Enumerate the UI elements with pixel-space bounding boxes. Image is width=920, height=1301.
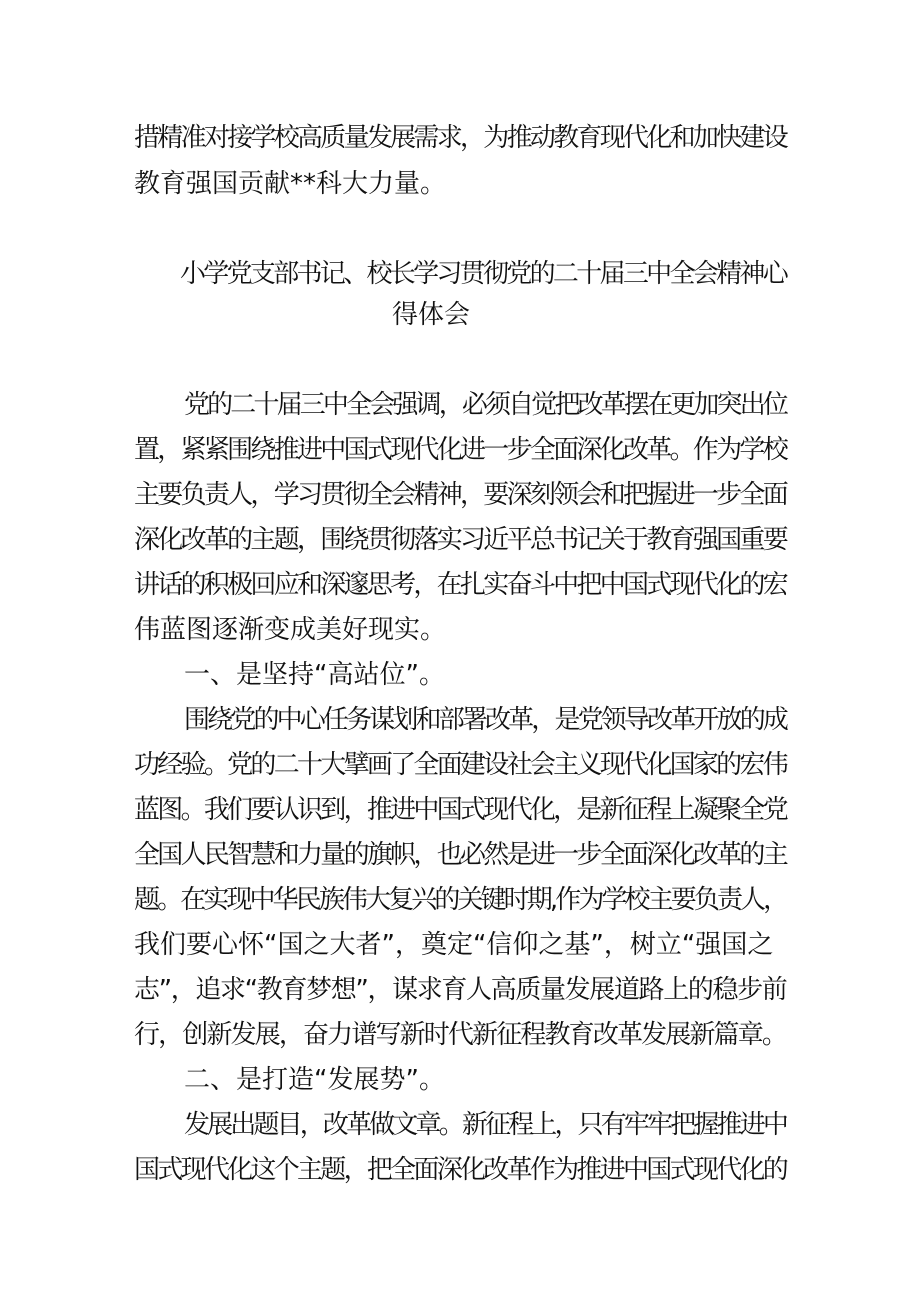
- section-1-line: 全国人民智慧和力量的旗帜，也必然是进一步全面深化改革的主: [134, 840, 787, 870]
- section-1-line: 行，创新发展，奋力谱写新时代新征程教育改革发展新篇章。: [134, 1020, 787, 1050]
- document-title-line: 得体会: [392, 300, 471, 330]
- section-2-line: 国式现代化这个主题，把全面深化改革作为推进中国式现代化的: [134, 1155, 787, 1185]
- document-title-line: 小学党支部书记、校长学习贯彻党的二十届三中全会精神心: [180, 259, 787, 289]
- intro-paragraph-line: 置，紧紧围绕推进中国式现代化进一步全面深化改革。作为学校: [134, 435, 787, 465]
- section-1-line: 围绕党的中心任务谋划和部署改革，是党领导改革开放的成: [184, 705, 787, 735]
- section-1-line: 蓝图。我们要认识到，推进中国式现代化，是新征程上凝聚全党: [134, 795, 787, 825]
- section-heading-2: 二、是打造“发展势”。: [184, 1065, 445, 1095]
- intro-paragraph-line: 讲话的积极回应和深邃思考，在扎实奋斗中把中国式现代化的宏: [134, 570, 787, 600]
- intro-paragraph-line: 党的二十届三中全会强调，必须自觉把改革摆在更加突出位: [184, 390, 787, 420]
- section-1-line: 题。在实现中华民族伟大复兴的关键时期,作为学校主要负责人，: [134, 885, 787, 915]
- section-heading-1: 一、是坚持“高站位”。: [184, 660, 445, 690]
- prev-paragraph-line: 教育强国贡献**科大力量。: [134, 169, 447, 199]
- section-2-line: 发展出题目，改革做文章。新征程上，只有牢牢把握推进中: [184, 1110, 787, 1140]
- section-1-line: 功经验。党的二十大擘画了全面建设社会主义现代化国家的宏伟: [134, 750, 787, 780]
- section-1-line: 志”，追求“教育梦想”，谋求育人高质量发展道路上的稳步前: [134, 975, 787, 1005]
- section-1-line: 我们要心怀“国之大者”，奠定“信仰之基”，树立“强国之: [134, 930, 774, 960]
- intro-paragraph-line: 伟蓝图逐渐变成美好现实。: [134, 615, 447, 645]
- prev-paragraph-line: 措精准对接学校高质量发展需求，为推动教育现代化和加快建设: [134, 123, 787, 153]
- intro-paragraph-line: 主要负责人，学习贯彻全会精神，要深刻领会和把握进一步全面: [134, 480, 787, 510]
- intro-paragraph-line: 深化改革的主题，围绕贯彻落实习近平总书记关于教育强国重要: [134, 525, 787, 555]
